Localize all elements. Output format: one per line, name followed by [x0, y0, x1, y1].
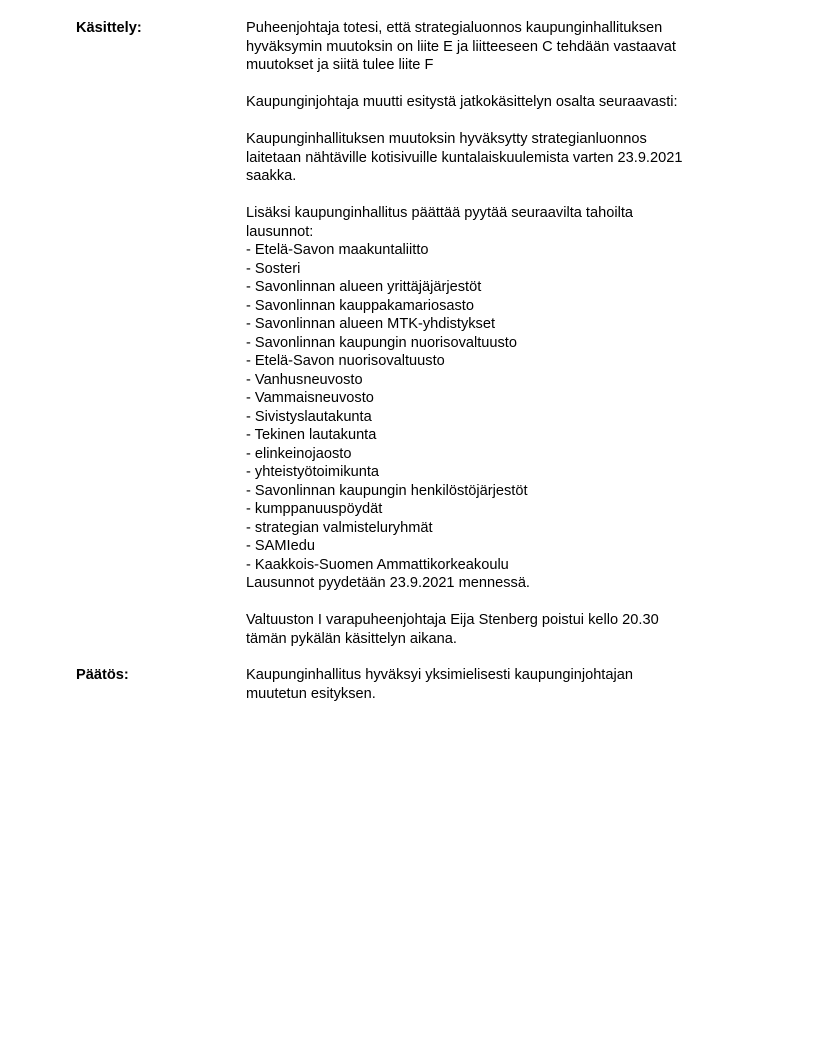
text-line: muutokset ja siitä tulee liite F [246, 57, 434, 73]
text-line: hyväksymin muutoksin on liite E ja liitteeseen C tehdään vastaavat [246, 38, 676, 55]
text-line: Lisäksi kaupunginhallitus päättää pyytää seuraavilta tahoilta [246, 205, 633, 221]
section-label-kasittely: Käsittely: [76, 20, 142, 36]
statement-request-list [246, 241, 746, 574]
list-item: - Kaakkois-Suomen Ammattikorkeakoulu [246, 556, 509, 573]
paragraph-decision [246, 666, 746, 703]
text-line: Valtuuston I varapuheenjohtaja Eija Stenberg poistui kello 20.30 [246, 612, 659, 628]
text-line: Kaupunginjohtaja muutti esitystä jatkokäsittelyn osalta seuraavasti: [246, 94, 678, 110]
list-item: - Savonlinnan kaupungin henkilöstöjärjestöt [246, 482, 528, 499]
section-label-paatos: Päätös: [76, 667, 129, 683]
paragraph-chair-statement [246, 19, 746, 75]
statement-deadline: Lausunnot pyydetään 23.9.2021 mennessä. [246, 575, 530, 591]
list-item: - Savonlinnan kaupungin nuorisovaltuusto [246, 334, 517, 351]
text-line: Puheenjohtaja totesi, että strategialuonnos kaupunginhallituksen [246, 20, 663, 36]
list-item: - SAMIedu [246, 538, 315, 554]
section-content-paatos [246, 666, 746, 703]
text-line: lausunnot: [246, 223, 314, 240]
list-item: - Vammaisneuvosto [246, 390, 374, 406]
text-line: Kaupunginhallitus hyväksyi yksimielisesti kaupunginjohtajan [246, 667, 633, 683]
list-item: - Tekinen lautakunta [246, 427, 377, 443]
list-item: - Sivistyslautakunta [246, 408, 372, 425]
text-line: laitetaan nähtäville kotisivuille kuntalaiskuulemista varten 23.9.2021 [246, 149, 683, 166]
paragraph-statement-requests [246, 204, 746, 593]
paragraph-draft-display [246, 130, 746, 186]
text-line: tämän pykälän käsittelyn aikana. [246, 630, 457, 647]
paragraph-mayor-change [246, 93, 746, 112]
section-content-kasittely [246, 19, 746, 648]
list-item: - Etelä-Savon maakuntaliitto [246, 242, 429, 258]
list-item: - Vanhusneuvosto [246, 371, 363, 388]
list-item: - Savonlinnan kauppakamariosasto [246, 297, 474, 314]
list-item: - Savonlinnan alueen MTK-yhdistykset [246, 316, 496, 332]
list-item: - Etelä-Savon nuorisovaltuusto [246, 353, 445, 369]
list-item: - kumppanuuspöydät [246, 501, 383, 517]
list-item: - elinkeinojaosto [246, 445, 352, 462]
list-item: - Sosteri [246, 260, 301, 277]
paragraph-member-left [246, 611, 746, 648]
text-line: saakka. [246, 168, 297, 184]
text-line: muutetun esityksen. [246, 685, 376, 702]
list-item: - strategian valmisteluryhmät [246, 519, 433, 536]
list-item: - yhteistyötoimikunta [246, 464, 380, 480]
list-item: - Savonlinnan alueen yrittäjäjärjestöt [246, 279, 482, 295]
text-line: Kaupunginhallituksen muutoksin hyväksytty strategianluonnos [246, 131, 647, 147]
